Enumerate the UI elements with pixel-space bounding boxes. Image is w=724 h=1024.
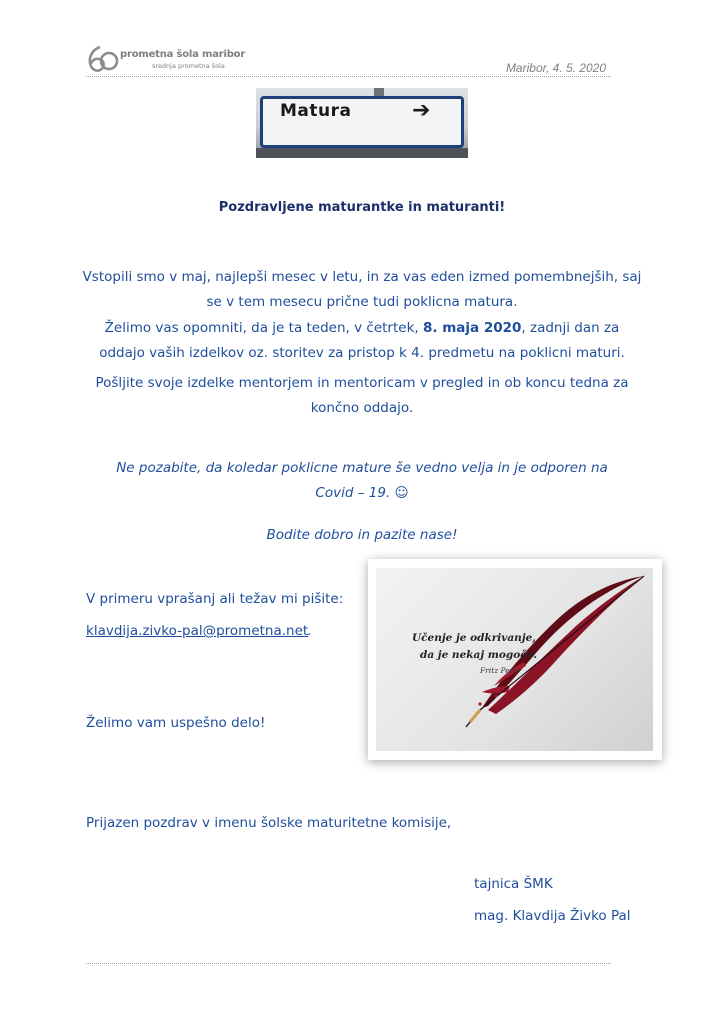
- submission-paragraph: Pošljite svoje izdelke mentorjem in mentoricam v pregled in ob koncu tedna za končno oddajo.: [95, 375, 629, 416]
- matura-sign-image: [256, 88, 468, 158]
- quote-author: Fritz Perls: [480, 666, 520, 675]
- calendar-reminder: Ne pozabite, da koledar poklicne mature še vedno velja in je odporen na Covid – 19. ☺: [116, 460, 608, 501]
- success-wish: Želimo vam uspešno delo!: [86, 715, 266, 731]
- logo-subtitle: srednja prometna šola: [152, 62, 225, 70]
- sign-text: Matura: [280, 101, 352, 121]
- logo-school-name: prometna šola maribor: [120, 49, 246, 60]
- signature-name: mag. Klavdija Živko Pal: [474, 908, 631, 924]
- deadline-paragraph: [80, 316, 644, 366]
- email-link[interactable]: klavdija.zivko-pal@prometna.net: [86, 623, 309, 639]
- deadline-text-before: Želimo vas opomniti, da je ta teden, v četrtek,: [104, 320, 423, 336]
- email-suffix: .: [307, 623, 312, 639]
- quote-line-1: Učenje je odkrivanje,: [412, 632, 536, 644]
- contact-prompt: V primeru vprašanj ali težav mi pišite:: [86, 591, 344, 607]
- sign-background-shadow: [256, 148, 468, 158]
- signature-title: tajnica ŠMK: [474, 876, 553, 892]
- quill-quote-image: [368, 559, 662, 760]
- school-logo: [86, 44, 246, 76]
- greeting-heading: Pozdravljene maturantke in maturanti!: [218, 200, 506, 215]
- quill-photo: [376, 568, 653, 751]
- document-date: Maribor, 4. 5. 2020: [505, 61, 606, 75]
- farewell-line: Prijazen pozdrav v imenu šolske maturitetne komisije,: [86, 815, 452, 831]
- deadline-date: 8. maja 2020: [422, 320, 522, 336]
- header-divider: [86, 76, 611, 77]
- quote-line-2: da je nekaj mogoče.: [420, 649, 537, 661]
- footer-divider: [86, 963, 611, 964]
- take-care-line: Bodite dobro in pazite nase!: [266, 527, 458, 543]
- intro-paragraph: Vstopili smo v maj, najlepši mesec v letu, in za vas eden izmed pomembnejših, saj se v tem mesecu prične tudi poklicna matura.: [82, 269, 642, 310]
- deadline-text-after: , zadnji dan za oddajo vaših izdelkov oz. storitev za pristop k 4. predmetu na poklicni maturi.: [99, 320, 625, 361]
- right-arrow-icon: ➔: [412, 98, 431, 123]
- logo-60-mark: [86, 44, 120, 74]
